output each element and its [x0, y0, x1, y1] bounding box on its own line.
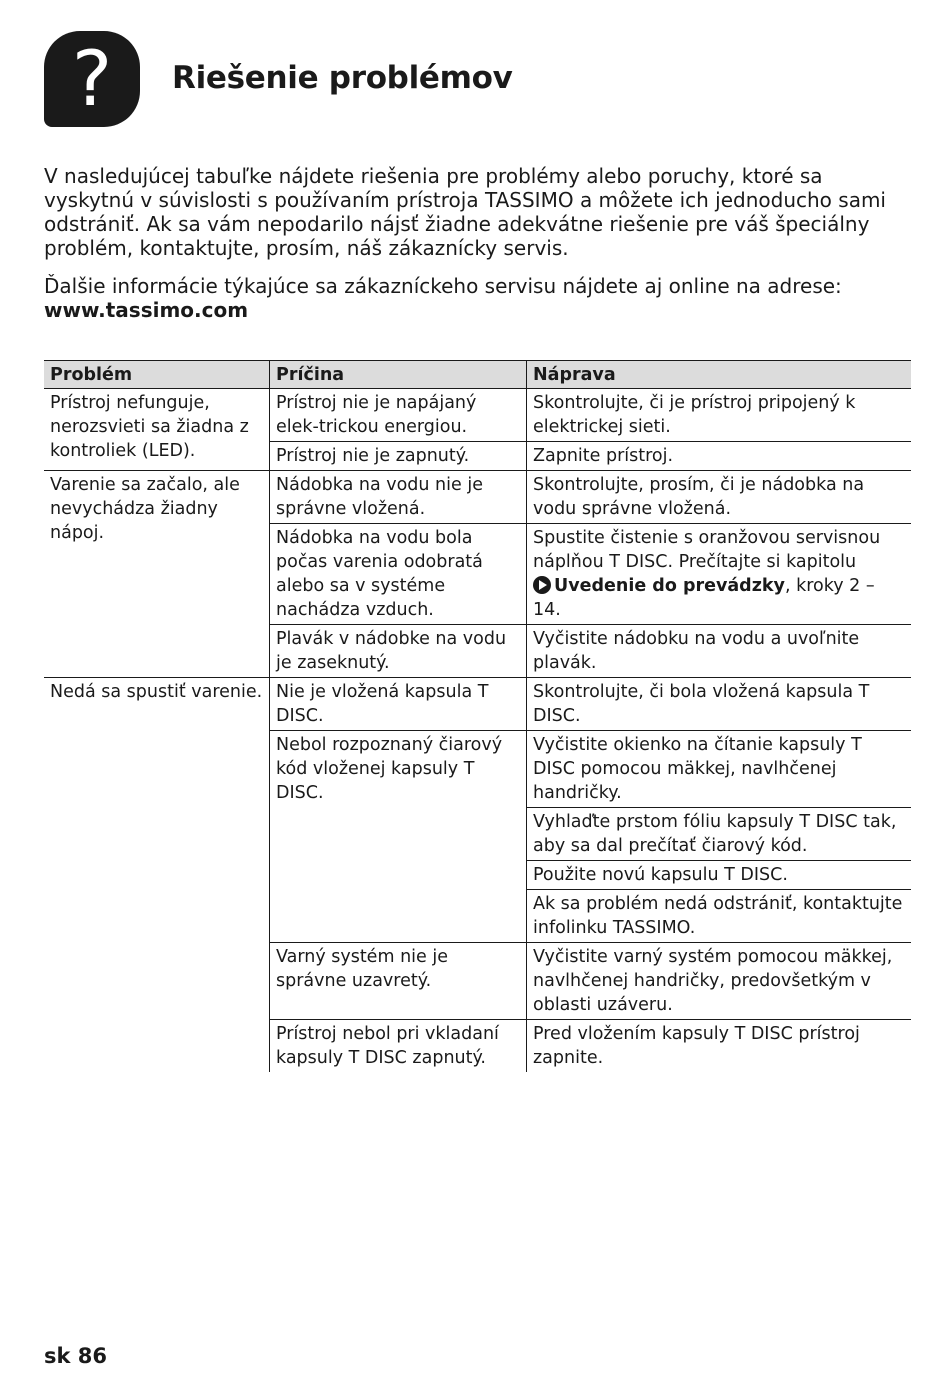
table-header-row [44, 361, 911, 389]
table-row [44, 389, 911, 442]
fix-cell: Skontrolujte, prosím, či je nádobka na vodu správne vložená. [527, 471, 912, 524]
problem-cell: Nedá sa spustiť varenie. [44, 678, 270, 1073]
fix-cell: Vyhlaďte prstom fóliu kapsuly T DISC tak, aby sa dal prečítať čiarový kód. [527, 808, 912, 861]
page-number: sk 86 [44, 1344, 108, 1368]
fix-cell: Vyčistite nádobku na vodu a uvoľnite plavák. [527, 625, 912, 678]
intro-paragraph-online: Ďalšie informácie týkajúce sa zákazníckeho servisu nájdete aj online na adrese: www.tassimo.com [44, 274, 842, 322]
cause-cell: Nádobka na vodu bola počas varenia odobratá alebo sa v systéme nachádza vzduch. [270, 524, 527, 625]
cause-cell: Prístroj nie je napájaný elek-trickou energiou. [270, 389, 527, 442]
cause-cell: Nádobka na vodu nie je správne vložená. [270, 471, 527, 524]
table-row [44, 471, 911, 524]
cause-cell: Prístroj nebol pri vkladaní kapsuly T DISC zapnutý. [270, 1020, 527, 1073]
header-fix: Náprava [527, 361, 912, 389]
cause-cell: Nebol rozpoznaný čiarový kód vloženej kapsuly T DISC. [270, 731, 527, 943]
arrow-reference-icon [533, 576, 551, 594]
page-title: Riešenie problémov [172, 60, 513, 96]
header-problem: Problém [44, 361, 270, 389]
problem-cell: Prístroj nefunguje, nerozsvieti sa žiadna z kontroliek (LED). [50, 393, 249, 461]
fix-cell: Pred vložením kapsuly T DISC prístroj zapnite. [527, 1020, 912, 1073]
intro-text [44, 164, 914, 336]
cause-cell: Plavák v nádobke na vodu je zaseknutý. [270, 625, 527, 678]
website-link[interactable]: www.tassimo.com [44, 298, 249, 322]
fix-cell: Vyčistite okienko na čítanie kapsuly T DISC pomocou mäkkej, navlhčenej handričky. [527, 731, 912, 808]
fix-cell: Skontrolujte, či je prístroj pripojený k elektrickej sieti. [527, 389, 912, 442]
cause-cell: Varný systém nie je správne uzavretý. [270, 943, 527, 1020]
intro-paragraph: V nasledujúcej tabuľke nájdete riešenia pre problémy alebo poruchy, ktoré sa vyskytnú v súvislosti s používaním prístroja TASSIMO a môžete ich jednoducho sami odstrániť. Ak sa vám nepodarilo nájsť žiadne adekvátne riešenie pre váš špeciálny problém, kontaktujte, prosím, náš zákaznícky servis. [44, 164, 886, 260]
question-mark-icon: ? [44, 31, 140, 127]
fix-cell: Spustite čistenie s oranžovou servisnou náplňou T DISC. Prečítajte si kapitolu Uvedenie do prevádzky, kroky 2 – 14. [527, 524, 912, 625]
fix-cell: Ak sa problém nedá odstrániť, kontaktujte infolinku TASSIMO. [527, 890, 912, 943]
table-row [44, 678, 911, 731]
cause-cell: Nie je vložená kapsula T DISC. [270, 678, 527, 731]
troubleshooting-table [44, 360, 911, 1072]
problem-cell: Varenie sa začalo, ale nevychádza žiadny nápoj. [44, 471, 270, 678]
chapter-reference: Uvedenie do prevádzky [554, 576, 785, 596]
fix-cell: Skontrolujte, či bola vložená kapsula T DISC. [527, 678, 912, 731]
fix-cell: Vyčistite varný systém pomocou mäkkej, navlhčenej handričky, predovšetkým v oblasti uzáveru. [527, 943, 912, 1020]
fix-cell: Zapnite prístroj. [527, 442, 912, 471]
fix-cell: Použite novú kapsulu T DISC. [527, 861, 912, 890]
header-cause: Príčina [270, 361, 527, 389]
cause-cell: Prístroj nie je zapnutý. [270, 442, 527, 471]
